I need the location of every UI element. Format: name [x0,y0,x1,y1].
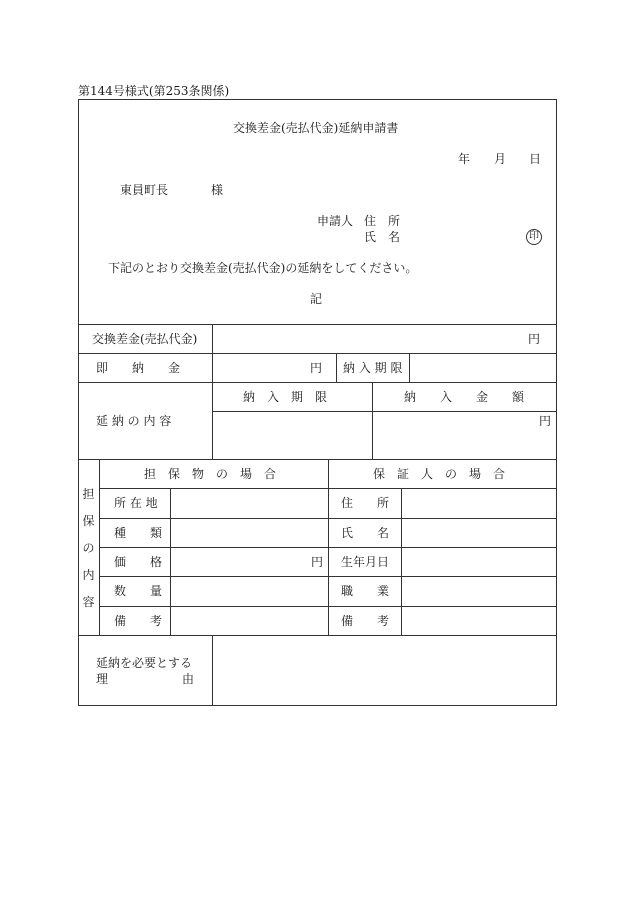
seal-icon: 印 [526,229,542,245]
exchange-amount-yen: 円 [528,332,541,346]
ki-label: 記 [310,292,323,306]
immediate-payment-label: 即 納 金 [96,361,181,375]
reason-label-yu: 由 [182,672,195,686]
collateral-side-label: 担 保 の 内 容 [82,487,95,609]
property-quantity-label: 数 量 [114,584,163,598]
applicant-label: 申請人 [317,214,354,228]
date-year-label: 年 [458,152,471,166]
guarantor-occupation-label: 職 業 [341,584,390,598]
reason-label-line1: 延納を必要とする [96,656,193,670]
property-price-yen: 円 [311,555,324,569]
property-remarks-label: 備 考 [114,614,163,628]
property-price-label: 価 格 [114,555,163,569]
immediate-payment-yen: 円 [310,361,323,375]
payment-deadline-label: 納 入 期 限 [343,361,403,375]
date-month-label: 月 [494,152,507,166]
guarantor-birthdate-label: 生年月日 [341,555,390,569]
property-type-label: 種 類 [114,526,163,540]
guarantor-remarks-label: 備 考 [341,614,390,628]
request-statement: 下記のとおり交換差金(売払代金)の延納をしてください。 [108,261,418,275]
property-location-label: 所 在 地 [114,496,158,510]
deferred-content-label: 延 納 の 内 容 [96,414,172,428]
reason-label-ri: 理 [96,672,109,686]
deferred-amount-yen: 円 [539,414,552,428]
addressee-honorific: 様 [211,183,224,197]
payment-amount-header: 納 入 金 額 [404,390,525,404]
guarantor-header: 保 証 人 の 場 合 [373,467,506,481]
applicant-address-label: 住 所 [364,214,401,228]
applicant-name-label: 氏 名 [364,230,401,244]
addressee-name: 東員町長 [120,183,169,197]
guarantor-address-label: 住 所 [341,496,390,510]
guarantor-name-label: 氏 名 [341,526,390,540]
payment-period-header: 納 入 期 限 [243,390,328,404]
date-day-label: 日 [529,152,542,166]
exchange-amount-label: 交換差金(売払代金) [92,332,198,346]
property-header: 担 保 物 の 場 合 [144,467,277,481]
form-number: 第144号様式(第253条関係) [78,84,230,98]
form-title: 交換差金(売払代金)延納申請書 [233,121,399,135]
